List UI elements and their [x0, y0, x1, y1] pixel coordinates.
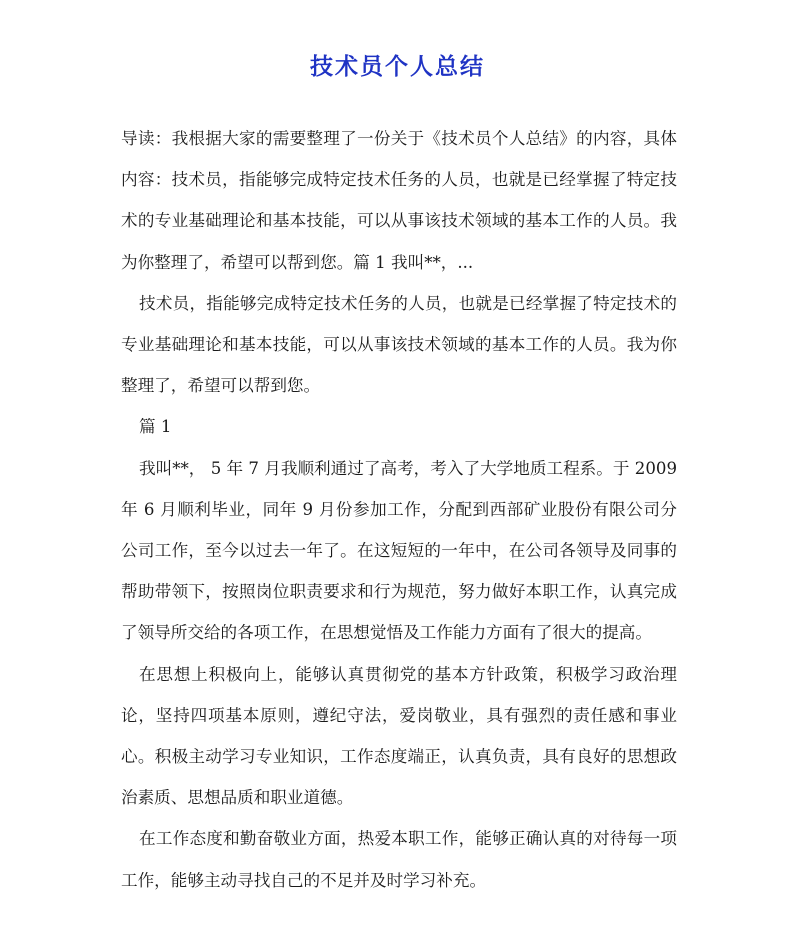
- body-paragraph: 在思想上积极向上，能够认真贯彻党的基本方针政策，积极学习政治理论，坚持四项基本原则，遵纪守法，爱岗敬业，具有强烈的责任感和事业心。积极主动学习专业知识，工作态度端正，认真负责，具有良好的思想政治素质、思想品质和职业道德。: [121, 664, 677, 808]
- document-body: [121, 118, 677, 901]
- intro-paragraph: 导读：我根据大家的需要整理了一份关于《技术员个人总结》的内容，具体内容：技术员，指能够完成特定技术任务的人员，也就是已经掌握了特定技术的专业基础理论和基本技能，可以从事该技术领域的基本工作的人员。我为你整理了，希望可以帮到您。篇 1 我叫**，...: [121, 129, 677, 272]
- definition-paragraph: 技术员，指能够完成特定技术任务的人员，也就是已经掌握了特定技术的专业基础理论和基本技能，可以从事该技术领域的基本工作的人员。我为你整理了，希望可以帮到您。: [121, 293, 677, 396]
- body-paragraph: 我叫**， 5 年 7 月我顺利通过了高考，考入了大学地质工程系。于 2009 年 6 月顺利毕业，同年 9 月份参加工作，分配到西部矿业股份有限公司分公司工作，至今以过去一年了。在这短短的一年中，在公司各领导及同事的帮助带领下，按照岗位职责要求和行为规范，努力做好本职工作，认真完成了领导所交给的各项工作，在思想觉悟及工作能力方面有了很大的提高。: [121, 458, 677, 643]
- section-heading: 篇 1: [139, 417, 172, 437]
- document-title: 技术员个人总结: [310, 54, 485, 80]
- body-paragraph: 在工作态度和勤奋敬业方面，热爱本职工作，能够正确认真的对待每一项工作，能够主动寻找自己的不足并及时学习补充。: [121, 829, 677, 890]
